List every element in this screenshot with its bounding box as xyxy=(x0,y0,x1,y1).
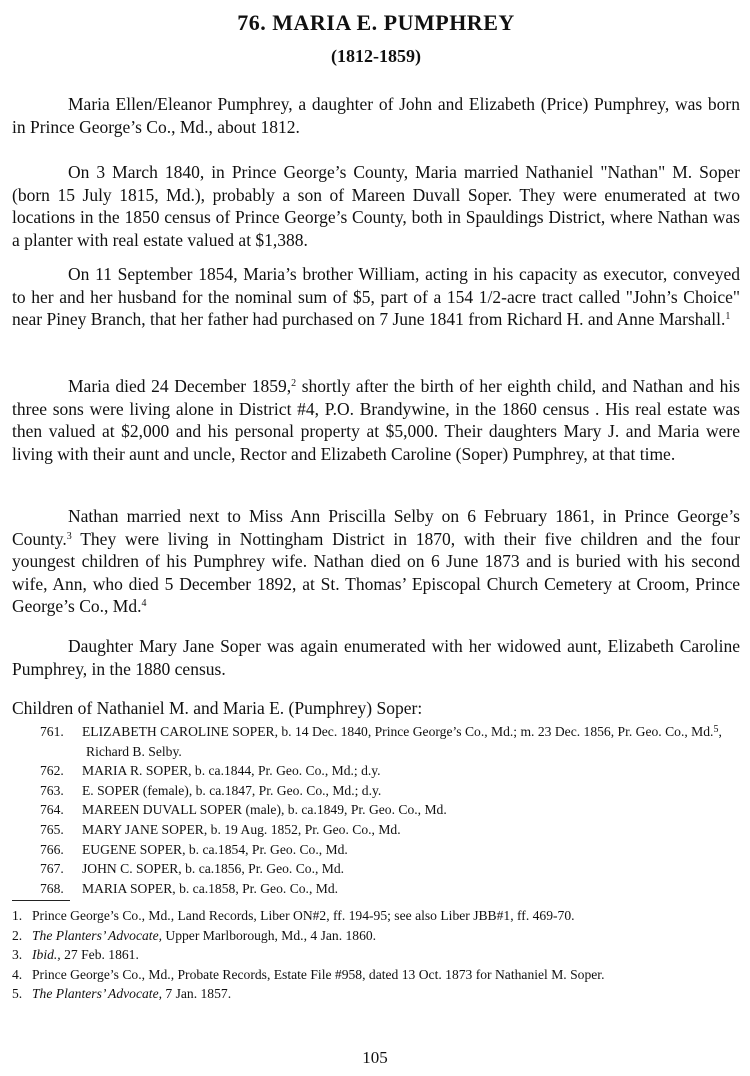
list-item: 765. MARY JANE SOPER, b. 19 Aug. 1852, Pr. Geo. Co., Md. xyxy=(40,821,401,837)
page-title: 76. MARIA E. PUMPHREY xyxy=(237,10,515,35)
list-item: 763. E. SOPER (female), b. ca.1847, Pr. Geo. Co., Md.; d.y. xyxy=(40,782,382,798)
paragraph-marriage: On 3 March 1840, in Prince George’s County, Maria married Nathaniel "Nathan" M. Soper (born 15 July 1815, Md.), probably a son of Mareen Duvall Soper. They were enumerated at two locations in the 1850 census of Prince George’s County, both in Spauldings District, where Nathan was a planter with real estate valued at $1,388. xyxy=(12,162,740,250)
paragraph-remarriage: Nathan married next to Miss Ann Priscilla Selby on 6 February 1861, in Prince George’s County.$^3$ They were living in Nottingham District in 1870, with their five children and the four youngest children of his Pumphrey wife. Nathan died on 6 June 1873 and is buried with his second wife, Ann, who died 5 December 1892, at St. Thomas’ Episcopal Church Cemetery at Croom, Prince George’s Co., Md.$^4$ xyxy=(12,506,740,616)
footnote: 5. The Planters’ Advocate, 7 Jan. 1857. xyxy=(12,986,232,1002)
footnote-ref: 4 xyxy=(141,598,147,609)
paragraph-death: Maria died 24 December 1859,$^2$ shortly after the birth of her eighth child, and Nathan and his three sons were living alone in District #4, P.O. Brandywine, in the 1860 census . His real estate was then valued at $2,000 and his personal property at $5,000. Their daughters Mary J. and Maria were living with their aunt and uncle, Rector and Elizabeth Caroline (Soper) Pumphrey, at that time. xyxy=(12,376,740,464)
footnote: 4. Prince George’s Co., Md., Probate Records, Estate File #958, dated 13 Oct. 1873 for Nathaniel M. Soper. xyxy=(12,966,605,982)
footnote: 3. Ibid., 27 Feb. 1861. xyxy=(12,947,139,963)
list-item: 761. ELIZABETH CAROLINE SOPER, b. 14 Dec. 1840, Prince George’s Co., Md.; m. 23 Dec. 1856, Pr. Geo. Co., Md.$^5$, Richard B. Selby. xyxy=(40,724,722,759)
list-item: 766. EUGENE SOPER, b. ca.1854, Pr. Geo. Co., Md. xyxy=(40,841,348,857)
list-item: 764. MAREEN DUVALL SOPER (male), b. ca.1849, Pr. Geo. Co., Md. xyxy=(40,802,447,818)
children-heading: Children of Nathaniel M. and Maria E. (Pumphrey) Soper: xyxy=(12,698,423,718)
footnote-ref: 1 xyxy=(725,311,731,322)
footnote-ref: 3 xyxy=(66,530,72,542)
footnote-divider xyxy=(12,900,70,901)
footnotes-list xyxy=(12,906,740,1004)
footnote: 1. Prince George’s Co., Md., Land Records, Liber ON#2, ff. 194-95; see also Liber JBB#1, ff. 469-70. xyxy=(12,908,575,923)
footnote-ref: 2 xyxy=(291,378,297,389)
paragraph-land: On 11 September 1854, Maria’s brother William, acting in his capacity as executor, conveyed to her and her husband for the nominal sum of $5, part of a 154 1/2-acre tract called "John’s Choice" near Piney Branch, that her father had purchased on 7 June 1841 from Richard H. and Anne Marshall.$^1$ xyxy=(12,264,740,329)
list-item: 768. MARIA SOPER, b. ca.1858, Pr. Geo. Co., Md. xyxy=(40,880,339,896)
paragraph-1880-census: Daughter Mary Jane Soper was again enumerated with her widowed aunt, Elizabeth Caroline Pumphrey, in the 1880 census. xyxy=(12,636,740,679)
list-item: 762. MARIA R. SOPER, b. ca.1844, Pr. Geo. Co., Md.; d.y. xyxy=(40,763,381,779)
page-number: 105 xyxy=(362,1048,388,1067)
footnote: 2. The Planters’ Advocate, Upper Marlborough, Md., 4 Jan. 1860. xyxy=(12,927,377,943)
life-dates: (1812-1859) xyxy=(331,46,421,66)
paragraph-birth: Maria Ellen/Eleanor Pumphrey, a daughter of John and Elizabeth (Price) Pumphrey, was born in Prince George’s Co., Md., about 1812. xyxy=(12,94,740,137)
footnote-ref: 5 xyxy=(713,724,719,735)
list-item: 767. JOHN C. SOPER, b. ca.1856, Pr. Geo. Co., Md. xyxy=(40,861,345,877)
children-list xyxy=(40,722,740,898)
